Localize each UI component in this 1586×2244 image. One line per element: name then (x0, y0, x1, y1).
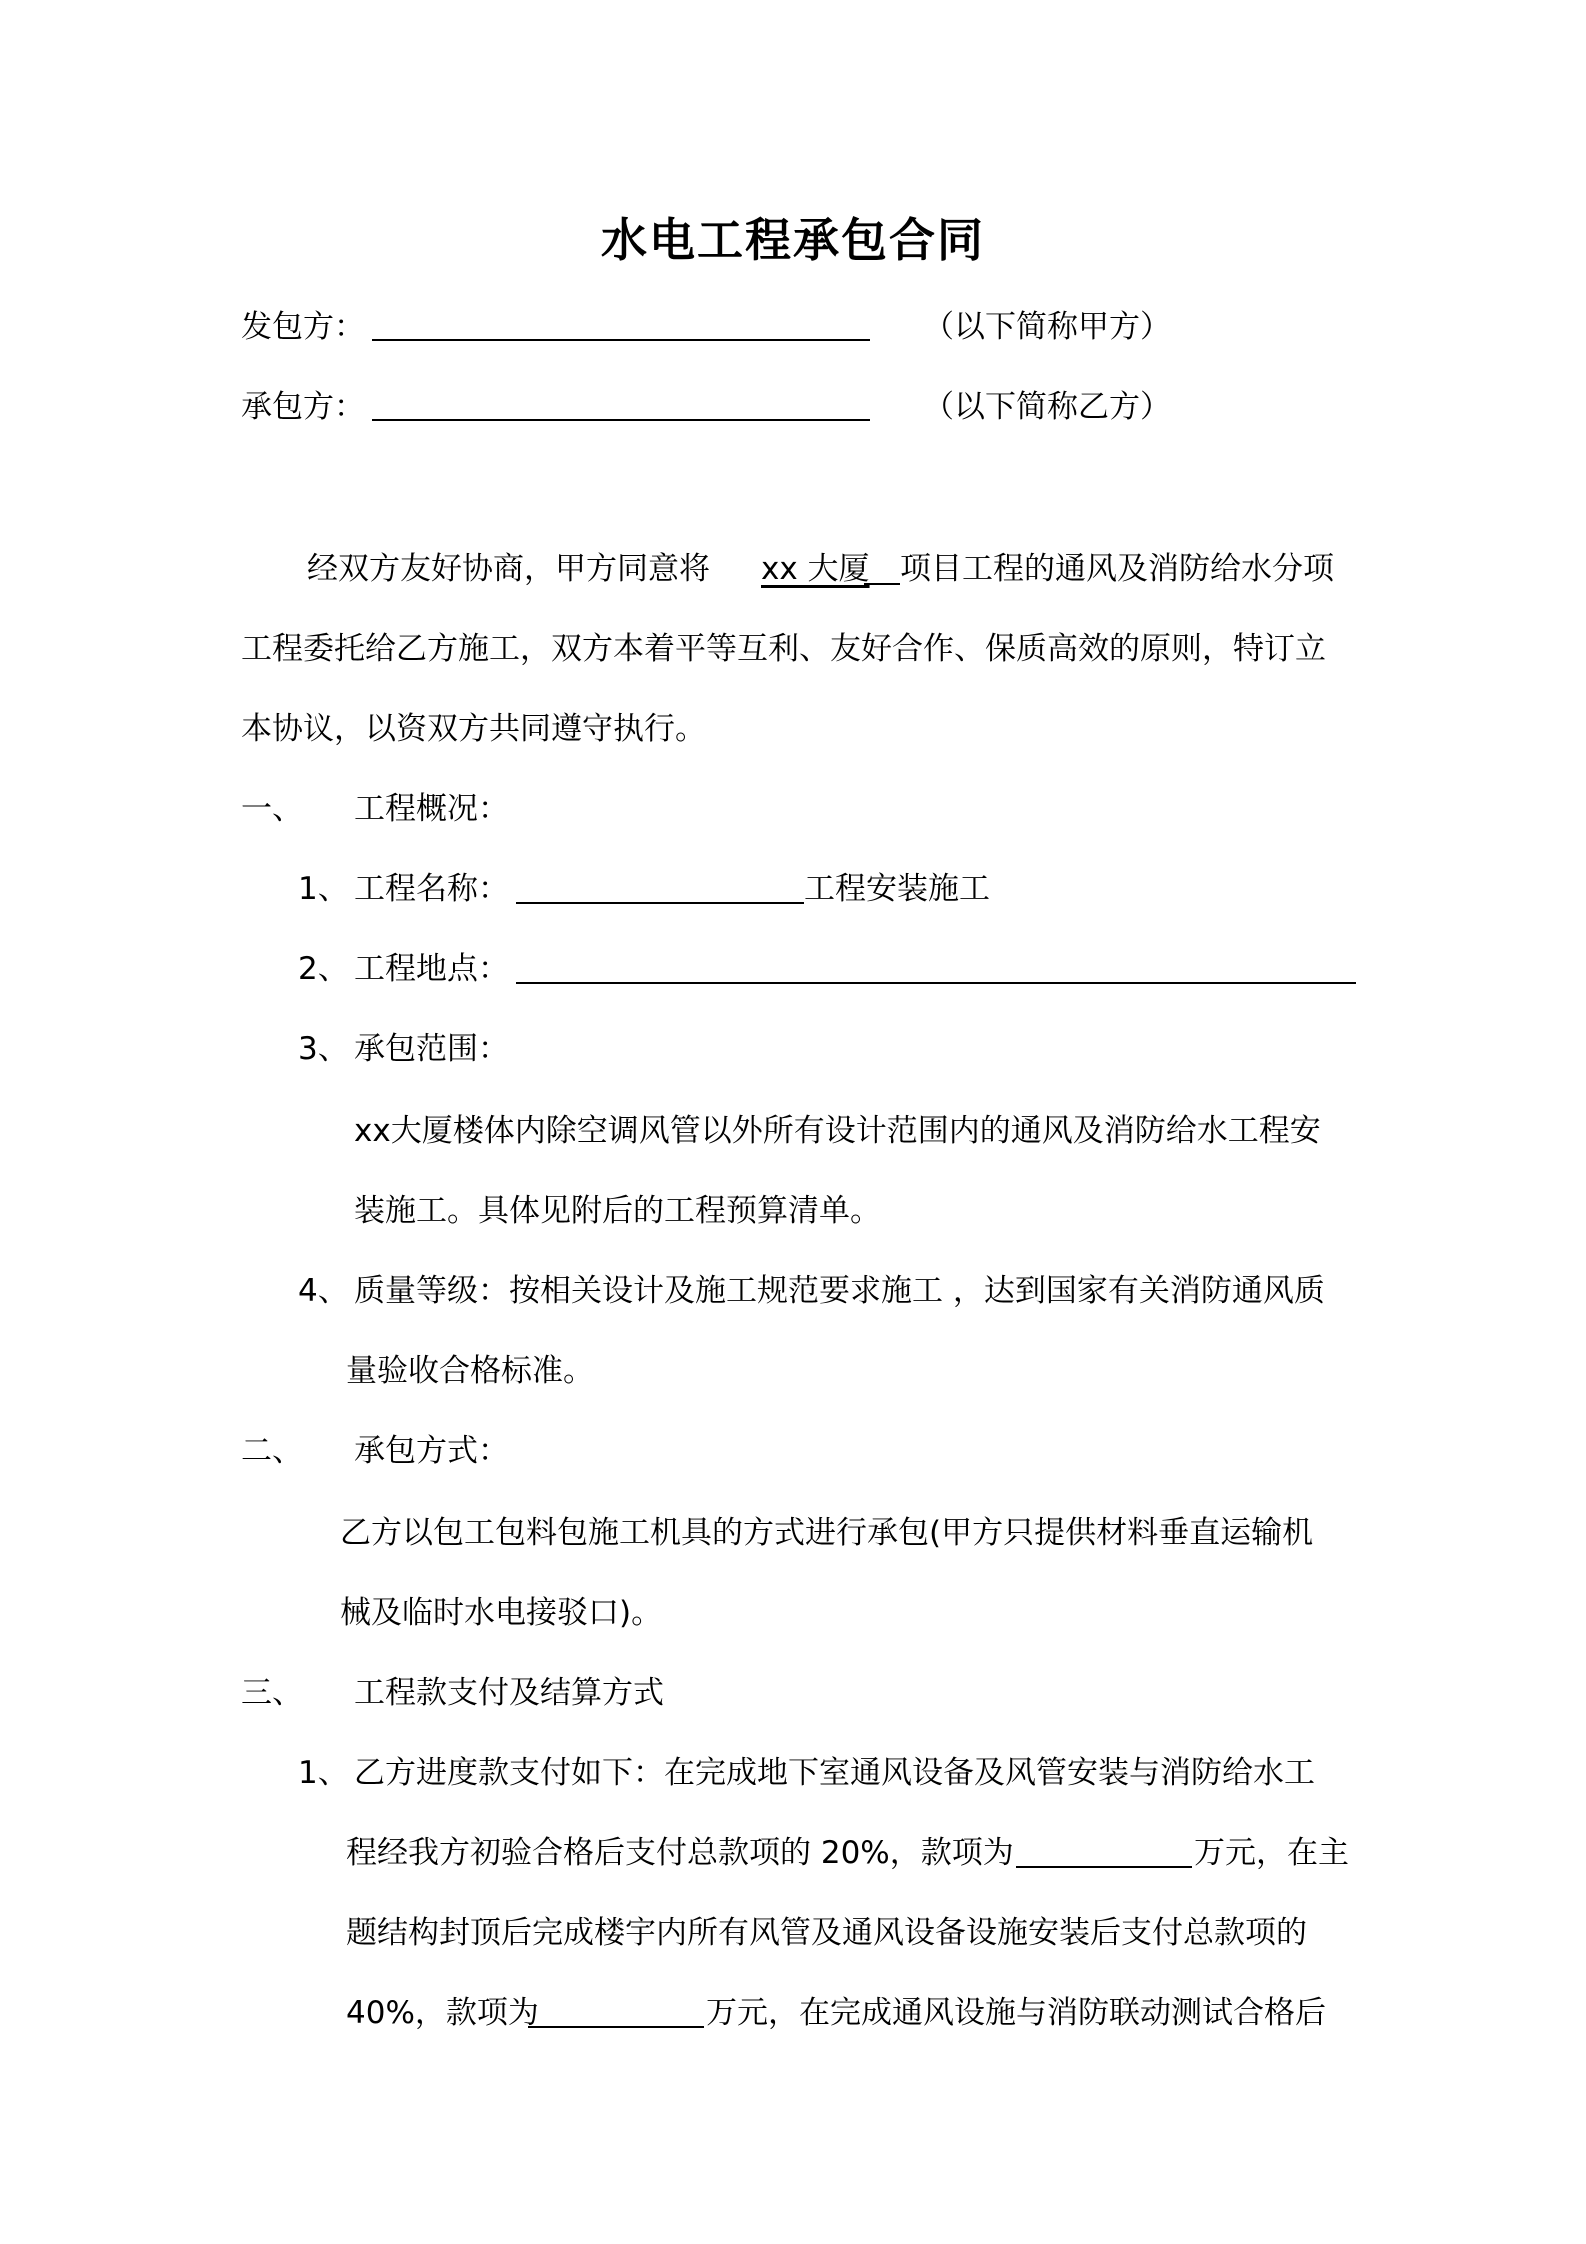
project-name-blank (516, 902, 804, 904)
payment-line2-start: 程经我方初验合格后支付总款项的 20%，款项为 (346, 1835, 1014, 1871)
section3-number: 三、 (241, 1675, 303, 1711)
document-title: 水电工程承包合同 (601, 213, 985, 267)
item3-number: 3、 (298, 1031, 349, 1067)
intro-line1-start: 经双方友好协商，甲方同意将 (307, 551, 710, 587)
scope-label: 承包范围： (354, 1031, 509, 1067)
payment-amount-blank-2 (528, 2026, 704, 2028)
payment-line4-start: 40%，款项为 (346, 1995, 539, 2031)
project-location-blank (516, 982, 1356, 984)
payment-line4-end: 万元，在完成通风设施与消防联动测试合格后 (706, 1995, 1326, 2031)
quality-line2: 量验收合格标准。 (346, 1353, 594, 1389)
contractor-note: （以下简称乙方） (923, 389, 1171, 425)
contract-method-line2: 械及临时水电接驳口)。 (340, 1595, 663, 1631)
employer-note: （以下简称甲方） (923, 309, 1171, 345)
payment-item1-number: 1、 (298, 1755, 349, 1791)
intro-line1-end: 项目工程的通风及消防给水分项 (900, 551, 1334, 587)
payment-line2-end: 万元，在主 (1194, 1835, 1349, 1871)
section3-heading: 工程款支付及结算方式 (354, 1675, 664, 1711)
section1-number: 一、 (241, 791, 303, 827)
employer-label: 发包方： (241, 309, 365, 345)
contract-method-line1: 乙方以包工包料包施工机具的方式进行承包(甲方只提供材料垂直运输机 (340, 1515, 1314, 1551)
section2-heading: 承包方式： (354, 1433, 509, 1469)
contractor-label: 承包方： (241, 389, 365, 425)
payment-line1: 乙方进度款支付如下：在完成地下室通风设备及风管安装与消防给水工 (354, 1755, 1315, 1791)
employer-name-blank (372, 339, 870, 341)
project-location-label: 工程地点： (354, 951, 509, 987)
item4-number: 4、 (298, 1273, 349, 1309)
project-name-underline-tail (864, 583, 900, 585)
intro-line3: 本协议，以资双方共同遵守执行。 (241, 711, 706, 747)
section2-number: 二、 (241, 1433, 303, 1469)
payment-line3: 题结构封顶后完成楼宇内所有风管及通风设备设施安装后支付总款项的 (346, 1915, 1307, 1951)
section1-heading: 工程概况： (354, 791, 509, 827)
payment-amount-blank-1 (1016, 1866, 1192, 1868)
item1-number: 1、 (298, 871, 349, 907)
contractor-name-blank (372, 419, 870, 421)
project-name: xx 大厦 (761, 551, 870, 587)
scope-line2: 装施工。具体见附后的工程预算清单。 (354, 1193, 881, 1229)
quality-line1: 质量等级：按相关设计及施工规范要求施工 ，达到国家有关消防通风质 (354, 1273, 1325, 1309)
scope-line1: xx大厦楼体内除空调风管以外所有设计范围内的通风及消防给水工程安 (354, 1113, 1321, 1149)
item2-number: 2、 (298, 951, 349, 987)
project-name-suffix: 工程安装施工 (804, 871, 990, 907)
intro-line2: 工程委托给乙方施工，双方本着平等互利、友好合作、保质高效的原则，特订立 (241, 631, 1326, 667)
project-name-label: 工程名称： (354, 871, 509, 907)
